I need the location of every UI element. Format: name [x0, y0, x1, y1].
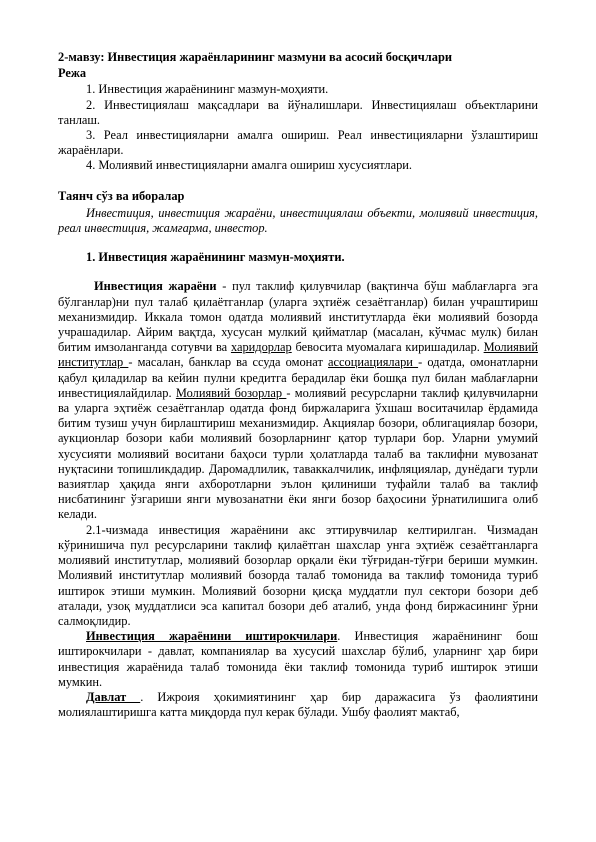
paragraph-text: . Ижроия ҳокимиятининг ҳар бир даражасига ўз фаолиятини молиялаштиришга катта миқдорда пул керак бўлади. Ушбу фаолият мактаб,: [58, 689, 538, 720]
paragraph-text: бевосита муомалага киришадилар.: [291, 340, 484, 355]
term-associations: ассоциациялари: [328, 355, 419, 370]
plan-item-1: 1. Инвестиция жараёнининг мазмун-моҳияти.: [86, 82, 329, 97]
term-participants: Инвестиция жараёнини иштирокчилари: [86, 629, 338, 644]
section-heading: 1. Инвестиция жараёнининг мазмун-моҳияти.: [86, 250, 345, 265]
term-buyers: харидорлар: [230, 340, 292, 355]
paragraph-diagram-description: 2.1-чизмада инвестиция жараёнини акс эттирувчилар келтирилган. Чизмадан кўринишича пул ресурсларини таклиф қилаётган шахслар унга эҳтиёж сезаётганларга молиявий институтлар, молиявий бозорлар орқали ёки тўғридан-тўғри бериши мумкин. Молиявий институтлар молиявий бозорда талаб томонида ва таклиф томонида туриб иштирок этиши мумкин. Молиявий бозорни қисқа муддатли пул сектори бозори деб аталади, узоқ муддатлиси эса капитал бозори деб аталиб, унда фонд биржасининг ўрни салмоқлидир.: [58, 522, 538, 628]
keywords-heading: Таянч сўз ва иборалар: [58, 188, 185, 203]
plan-item-4: 4. Молиявий инвестицияларни амалга ошириш хусусиятлари.: [86, 158, 412, 173]
keywords-text: Инвестиция, инвестиция жараёни, инвестициялаш объекти, молиявий инвестиция, реал инвестиция, жамғарма, инвестор.: [58, 205, 538, 236]
paragraph-text: . Инвестиция жараёнининг бош иштирокчилари - давлат, компаниялар ва хусусий шахслар бўлиб, уларнинг ҳар бири инвестиция жараёнида талаб томонида ёки таклиф томонида туриб иштирок этиши мумкин.: [58, 629, 538, 689]
paragraph-investment-process: [58, 279, 538, 522]
paragraph-participants: [58, 629, 538, 690]
page-title: 2-мавзу: Инвестиция жараёнларининг мазмуни ва асосий босқичлари: [58, 50, 452, 64]
term-investment-process: Инвестиция жараёни: [94, 279, 217, 294]
paragraph-text: - пул таклиф қилувчилар (вақтинча бўш маблағларга эга бўлганлар)ни пул талаб қилаётганлар (уларга эҳтиёж сезаётганлар) билан учраштириш механизмидир. Иккала томон одатда молиявий институтларда ёки молиявий бозорда учрашадилар. Айрим вақтда, хусусан мулкий қийматлар (масалан, кўчмас мулк) билан битим имзоланганда сотувчи ва: [58, 279, 539, 355]
paragraph-state: [58, 690, 538, 720]
term-financial-institutions: Молиявий институтлар: [58, 340, 538, 370]
document-page: [58, 50, 538, 720]
plan-item-2: 2. Инвестициялаш мақсадлари ва йўналишлари. Инвестициялаш объектларини танлаш.: [58, 97, 538, 127]
paragraph-text: - одатда, омонатларни қабул қиладилар ва кейин пулни кредитга берадилар ёки бошқа пул билан маблағларни инвестициялайдилар.: [58, 355, 538, 400]
paragraph-text: - молиявий ресурсларни таклиф қилувчиларни ва уларга эҳтиёж сезаётганлар одатда фонд биржаларига ўхшаш воситачилар ёрдамида битим тузиш учун бирлаштириш механизмидир. Акциялар бозори, облигациялар бозори, аукционлар бозори каби молиявий бозорларнинг қатор турлари бор. Уларни умумий хусусияти молиявий воситани баҳоси турли ҳолатларда талаб ва таклифни мувозанат нуқтасини топишликдадир. Даромадлилик, таваккалчилик, инфляциялар, дунёдаги турли вазиятлар ҳақида янги ахборотларни эълон қилиниши туфайли талаб ва таклиф нисбатининг ўзгариши янги мувозанатни ёки янги бозор баҳосини ўрнатилишига олиб келади.: [58, 385, 538, 522]
term-financial-markets: Молиявий бозорлар: [175, 385, 287, 400]
plan-heading: Режа: [58, 66, 87, 81]
term-state: Давлат: [86, 689, 141, 704]
paragraph-text: - масалан, банклар ва ссуда омонат: [128, 355, 329, 370]
plan-item-3: 3. Реал инвестицияларни амалга ошириш. Реал инвестицияларни ўзлаштириш жараёнлари.: [58, 128, 538, 158]
